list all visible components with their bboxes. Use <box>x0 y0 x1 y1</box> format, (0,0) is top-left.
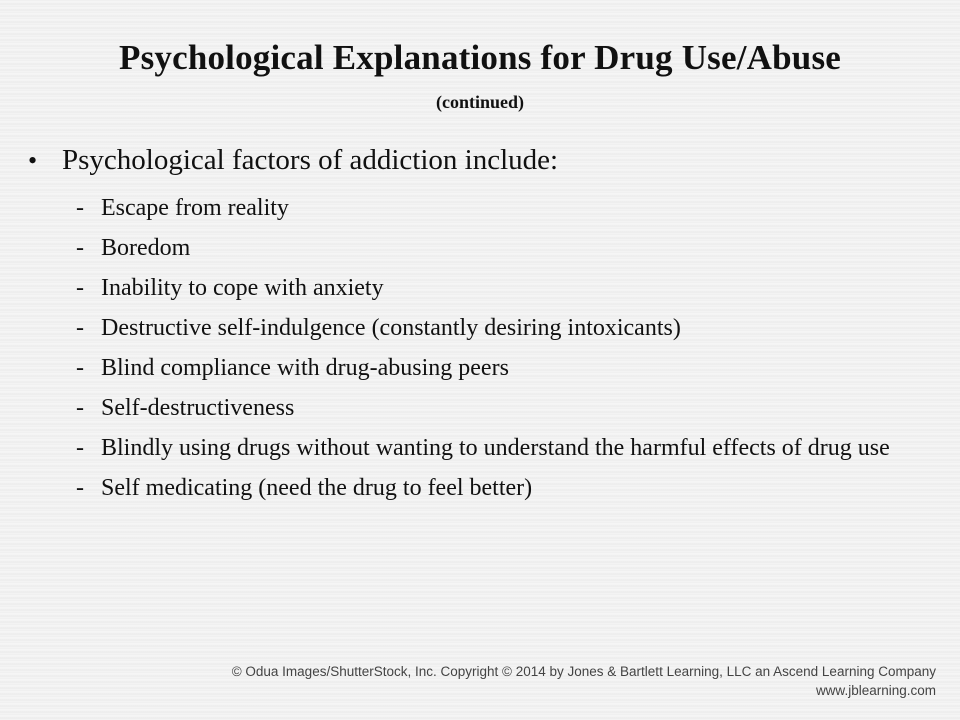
list-item-text: Self medicating (need the drug to feel better) <box>101 475 533 501</box>
list-item <box>76 354 936 382</box>
list-item <box>76 194 936 222</box>
list-item <box>76 274 936 302</box>
main-bullet <box>28 144 558 177</box>
list-item-marker: - <box>76 275 84 301</box>
copyright-text: © Odua Images/ShutterStock, Inc. Copyright © 2014 by Jones & Bartlett Learning, LLC an Ascend Learning Company <box>231 664 936 679</box>
list-item <box>76 234 936 262</box>
factor-list <box>76 194 936 502</box>
list-item-text: Self-destructiveness <box>101 395 295 421</box>
copyright-footer <box>232 662 936 700</box>
slide-subtitle: (continued) <box>435 92 524 112</box>
list-item-marker: - <box>76 395 84 421</box>
list-item-marker: - <box>76 195 84 221</box>
main-bullet-text: Psychological factors of addiction include: <box>62 144 559 176</box>
list-item <box>76 474 936 502</box>
slide-title: Psychological Explanations for Drug Use/Abuse <box>118 38 842 77</box>
list-item-marker: - <box>76 315 84 341</box>
list-item-marker: - <box>76 235 84 261</box>
list-item-text: Escape from reality <box>101 195 289 221</box>
publisher-url: www.jblearning.com <box>815 683 936 698</box>
list-item-text: Boredom <box>101 235 191 261</box>
bullet-marker: • <box>28 146 38 175</box>
list-item-text: Destructive self-indulgence (constantly desiring intoxicants) <box>101 315 681 341</box>
list-item-text: Blind compliance with drug-abusing peers <box>101 355 509 381</box>
list-item <box>76 394 936 422</box>
list-item <box>76 434 936 462</box>
list-item <box>76 314 936 342</box>
list-item-marker: - <box>76 435 84 461</box>
list-item-text: Blindly using drugs without wanting to understand the harmful effects of drug use <box>101 435 890 461</box>
list-item-text: Inability to cope with anxiety <box>101 275 384 301</box>
list-item-marker: - <box>76 475 84 501</box>
list-item-marker: - <box>76 355 84 381</box>
